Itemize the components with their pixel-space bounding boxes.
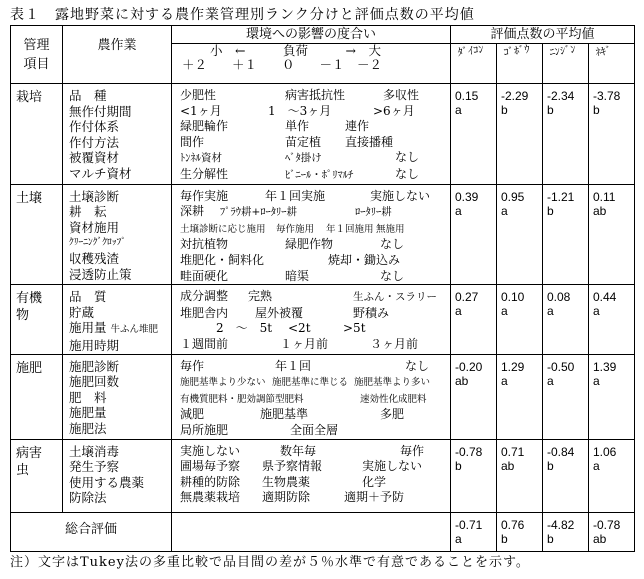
score-cultivation-ninjin: -2.34 b <box>543 84 589 185</box>
mgmt-item-pest: 病害 虫 <box>11 439 63 512</box>
score-organic-gobou: 0.10 a <box>497 285 543 354</box>
score-title: 評価点数の平均値 <box>451 26 634 44</box>
total-score-daikon: -0.71 a <box>451 512 497 551</box>
score-organic-negi: 0.44 a <box>589 285 635 354</box>
mgmt-item-cultivation: 栽培 <box>11 84 63 185</box>
score-cultivation-gobou: -2.29 b <box>497 84 543 185</box>
section-row-organic <box>11 285 635 354</box>
crop-ninjin: ﾆﾝｼﾞﾝ <box>543 44 589 83</box>
score-organic-ninjin: 0.08 a <box>543 285 589 354</box>
options-fertilizer: 毎作 年１回 なし 施肥基準より少ない 施肥基準に準じる 施肥基準より多い 有機質肥料・肥効調節型肥料 速効性化成肥料 減肥 施肥基準 多肥 局所施肥 全面全層 <box>172 354 451 439</box>
options-soil: 毎作実施 年１回実施 実施しない 深耕 ﾌﾟﾗｳ耕+ﾛｰﾀﾘｰ耕 ﾛｰﾀﾘｰ耕 土壌診断に応じ施用 毎作施用 年１回施用 無施用 対抗植物 緑肥作物 なし 堆肥化・飼料化 焼却・鋤込み 畦面硬化 暗渠 なし <box>172 184 451 285</box>
options-organic: 成分調整 完熟 生ふん・スラリー 堆肥舎内 屋外被覆 野積み 2 ～ 5t <2t >5t １週間前 １ヶ月前 ３ヶ月前 <box>172 285 451 354</box>
total-label: 総合評価 <box>11 512 172 551</box>
options-cultivation: 少肥性 病害抵抗性 多収性 <1ヶ月 1 ～3ヶ月 >6ヶ月 緑肥輪作 単作 連作 間作 苗定植 直接播種 ﾄﾝﾈﾙ資材 ﾍﾞﾀ掛け なし 生分解性 ﾋﾞﾆｰﾙ・ﾎﾟﾘﾏﾙﾁ なし <box>172 84 451 185</box>
mgmt-item-soil: 土壌 <box>11 184 63 285</box>
score-soil-gobou: 0.95 a <box>497 184 543 285</box>
score-pest-daikon: -0.78 b <box>451 439 497 512</box>
header-row <box>11 26 635 84</box>
section-row-cultivation <box>11 84 635 185</box>
total-blank <box>172 512 451 551</box>
impact-title: 環境への影響の度合い <box>172 26 450 44</box>
score-pest-negi: 1.06 a <box>589 439 635 512</box>
header-mgmt-line2: 項目 <box>23 56 50 72</box>
impact-scale-top: 小 ← 負荷 → 大 <box>210 43 381 58</box>
score-fertilizer-daikon: -0.20 ab <box>451 354 497 439</box>
score-pest-ninjin: -0.84 b <box>543 439 589 512</box>
crop-gobou: ｺﾞﾎﾞｳ <box>497 44 543 83</box>
total-score-ninjin: -4.82 b <box>543 512 589 551</box>
total-row <box>11 512 635 551</box>
ops-cultivation: 品 種 無作付期間 作付体系 作付方法 被覆資材 マルチ資材 <box>63 84 172 185</box>
table-caption: 表１ 露地野菜に対する農作業管理別ランク分けと評価点数の平均値 <box>10 7 475 23</box>
mgmt-item-fertilizer: 施肥 <box>11 354 63 439</box>
crop-daikon: ﾀﾞｲｺﾝ <box>451 44 497 83</box>
mgmt-item-organic: 有機 物 <box>11 285 63 354</box>
options-pest: 実施しない 数年毎 毎作 圃場毎予察 県予察情報 実施しない 耕種的防除 生物農薬 化学 無農薬栽培 適期防除 適期＋予防 <box>172 439 451 512</box>
score-organic-daikon: 0.27 a <box>451 285 497 354</box>
score-cultivation-negi: -3.78 b <box>589 84 635 185</box>
footnote: 注）文字はTukey法の多重比較で品目間の差が５％水準で有意であることを示す。 <box>10 555 530 570</box>
header-scores <box>451 26 635 84</box>
section-row-pest <box>11 439 635 512</box>
ops-pest: 土壌消毒 発生予察 使用する農薬 防除法 <box>63 439 172 512</box>
crop-negi: ﾈｷﾞ <box>594 44 613 59</box>
total-score-negi: -0.78 ab <box>589 512 635 551</box>
impact-scale-bottom: ＋２ ＋１ ０ －１ －２ <box>182 57 383 72</box>
header-mgmt-line1: 管理 <box>23 37 50 53</box>
total-score-gobou: 0.76 b <box>497 512 543 551</box>
score-pest-gobou: 0.71 ab <box>497 439 543 512</box>
header-impact <box>172 26 451 84</box>
score-fertilizer-ninjin: -0.50 a <box>543 354 589 439</box>
header-mgmt-item <box>11 26 63 84</box>
score-fertilizer-negi: 1.39 a <box>589 354 635 439</box>
ops-fertilizer: 施肥診断 施肥回数 肥 料 施肥量 施肥法 <box>63 354 172 439</box>
ops-soil: 土壌診断 耕 耘 資材施用 ｸﾘｰﾆﾝｸﾞｸﾛｯﾌﾟ 収穫残渣 浸透防止策 <box>63 184 172 285</box>
section-row-fertilizer <box>11 354 635 439</box>
evaluation-table <box>10 25 635 552</box>
score-cultivation-daikon: 0.15 a <box>451 84 497 185</box>
ops-organic: 品 質 貯蔵 施用量 牛ふん堆肥 施用時期 <box>63 285 172 354</box>
header-operation: 農作業 <box>63 26 172 84</box>
score-soil-daikon: 0.39 a <box>451 184 497 285</box>
score-soil-ninjin: -1.21 b <box>543 184 589 285</box>
section-row-soil <box>11 184 635 285</box>
score-soil-negi: 0.11 ab <box>589 184 635 285</box>
score-fertilizer-gobou: 1.29 a <box>497 354 543 439</box>
